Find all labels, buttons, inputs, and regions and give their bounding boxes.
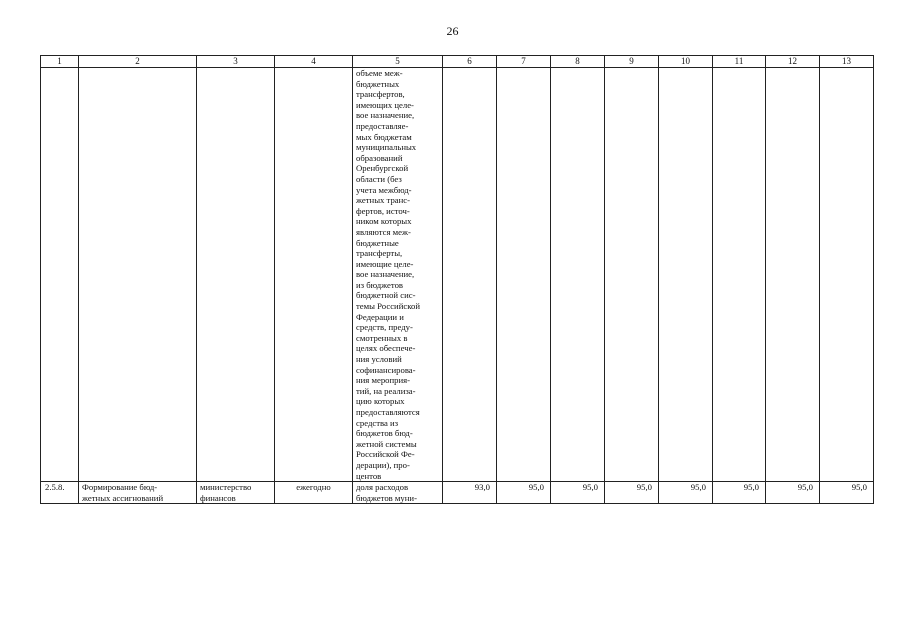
measure-name-line: жетных ассигнований xyxy=(82,492,164,503)
indicator-description-line: жетных транс- xyxy=(356,195,411,206)
measure-name-line: Формирование бюд- xyxy=(82,482,158,493)
indicator-description-line: предоставляе- xyxy=(356,120,409,131)
table-cell xyxy=(275,68,353,482)
table-cell xyxy=(79,68,197,482)
table-cell xyxy=(443,68,497,482)
indicator-description-line: Оренбургской xyxy=(356,163,409,174)
indicator-description-line: учета межбюд- xyxy=(356,184,412,195)
indicator-line: доля расходов xyxy=(356,482,409,493)
indicator-description-line: средств, преду- xyxy=(356,322,413,333)
table-cell xyxy=(713,68,766,482)
value-cell: 95,0 xyxy=(820,482,874,504)
header-cell: 12 xyxy=(766,56,820,68)
header-cell: 4 xyxy=(275,56,353,68)
table-row-2-5-8 xyxy=(41,482,874,504)
indicator-description-line: бюджетов бюд- xyxy=(356,428,413,439)
header-cell: 6 xyxy=(443,56,497,68)
table-cell xyxy=(497,68,551,482)
value-cell: 95,0 xyxy=(713,482,766,504)
indicator-description-line: имеющие целе- xyxy=(356,258,414,269)
value-cell: 93,0 xyxy=(443,482,497,504)
indicator-description-line: образований xyxy=(356,152,403,163)
indicator-description-line: ния мероприя- xyxy=(356,375,411,386)
indicator-description-line: ния условий xyxy=(356,354,402,365)
indicator-description-line: смотренных в xyxy=(356,332,408,343)
indicator-description-line: трансфертов, xyxy=(356,89,405,100)
indicator-description-line: трансферты, xyxy=(356,248,403,259)
indicator-description-cell xyxy=(353,68,443,482)
indicator-line: бюджетов муни- xyxy=(356,492,417,503)
executor-cell xyxy=(197,482,275,504)
indicator-description-line: имеющих целе- xyxy=(356,99,414,110)
continuation-row xyxy=(41,68,874,482)
indicator-description-line: темы Российской xyxy=(356,301,420,312)
value-cell: 95,0 xyxy=(497,482,551,504)
indicator-description-line: цию которых xyxy=(356,396,405,407)
indicator-description-line: из бюджетов xyxy=(356,279,404,290)
indicator-description-line: целях обеспече- xyxy=(356,343,416,354)
value-cell: 95,0 xyxy=(551,482,605,504)
table-cell xyxy=(551,68,605,482)
indicator-description-line: тий, на реализа- xyxy=(356,385,416,396)
period-cell: ежегодно xyxy=(275,482,353,504)
executor-line: министерство xyxy=(200,482,252,493)
indicator-description-line: центов xyxy=(356,470,382,481)
indicator-description-line: ником которых xyxy=(356,216,412,227)
header-row xyxy=(41,56,874,68)
table-cell xyxy=(605,68,659,482)
header-cell: 10 xyxy=(659,56,713,68)
header-cell: 13 xyxy=(820,56,874,68)
row-code: 2.5.8. xyxy=(41,482,79,504)
header-cell: 7 xyxy=(497,56,551,68)
indicator-cell xyxy=(353,482,443,504)
indicator-description-line: объеме меж- xyxy=(356,68,403,78)
value-cell: 95,0 xyxy=(605,482,659,504)
table-cell xyxy=(41,68,79,482)
indicator-description-line: являются меж- xyxy=(356,226,411,237)
header-cell: 11 xyxy=(713,56,766,68)
indicator-description-line: фертов, источ- xyxy=(356,205,410,216)
table-cell xyxy=(820,68,874,482)
page-number: 26 xyxy=(446,24,459,38)
value-cell: 95,0 xyxy=(659,482,713,504)
indicator-description-line: муниципальных xyxy=(356,142,417,153)
indicator-description-line: софинансирова- xyxy=(356,364,416,375)
indicator-description-line: области (без xyxy=(356,173,402,184)
header-cell: 1 xyxy=(41,56,79,68)
indicator-description-line: средства из xyxy=(356,417,399,428)
indicator-description-line: бюджетных xyxy=(356,78,400,89)
header-cell: 9 xyxy=(605,56,659,68)
header-cell: 2 xyxy=(79,56,197,68)
indicator-description-line: Федерации и xyxy=(356,311,404,322)
indicator-description-line: вое назначение, xyxy=(356,110,415,121)
indicator-description-line: дерации), про- xyxy=(356,459,410,470)
header-cell: 8 xyxy=(551,56,605,68)
indicator-description-line: жетной системы xyxy=(356,438,417,449)
indicator-description-line: предоставляются xyxy=(356,407,420,417)
table-cell xyxy=(766,68,820,482)
indicator-description-line: бюджетные xyxy=(356,237,399,248)
table-cell xyxy=(197,68,275,482)
indicator-description-line: вое назначение, xyxy=(356,269,415,280)
measure-name-cell xyxy=(79,482,197,504)
table-cell xyxy=(659,68,713,482)
indicator-description-line: Российской Фе- xyxy=(356,449,415,460)
executor-line: финансов xyxy=(200,492,236,503)
value-cell: 95,0 xyxy=(766,482,820,504)
indicator-description-line: мых бюджетам xyxy=(356,131,412,142)
header-cell: 5 xyxy=(353,56,443,68)
indicator-description-line: бюджетной сис- xyxy=(356,290,416,301)
header-cell: 3 xyxy=(197,56,275,68)
indicators-table xyxy=(40,55,874,504)
